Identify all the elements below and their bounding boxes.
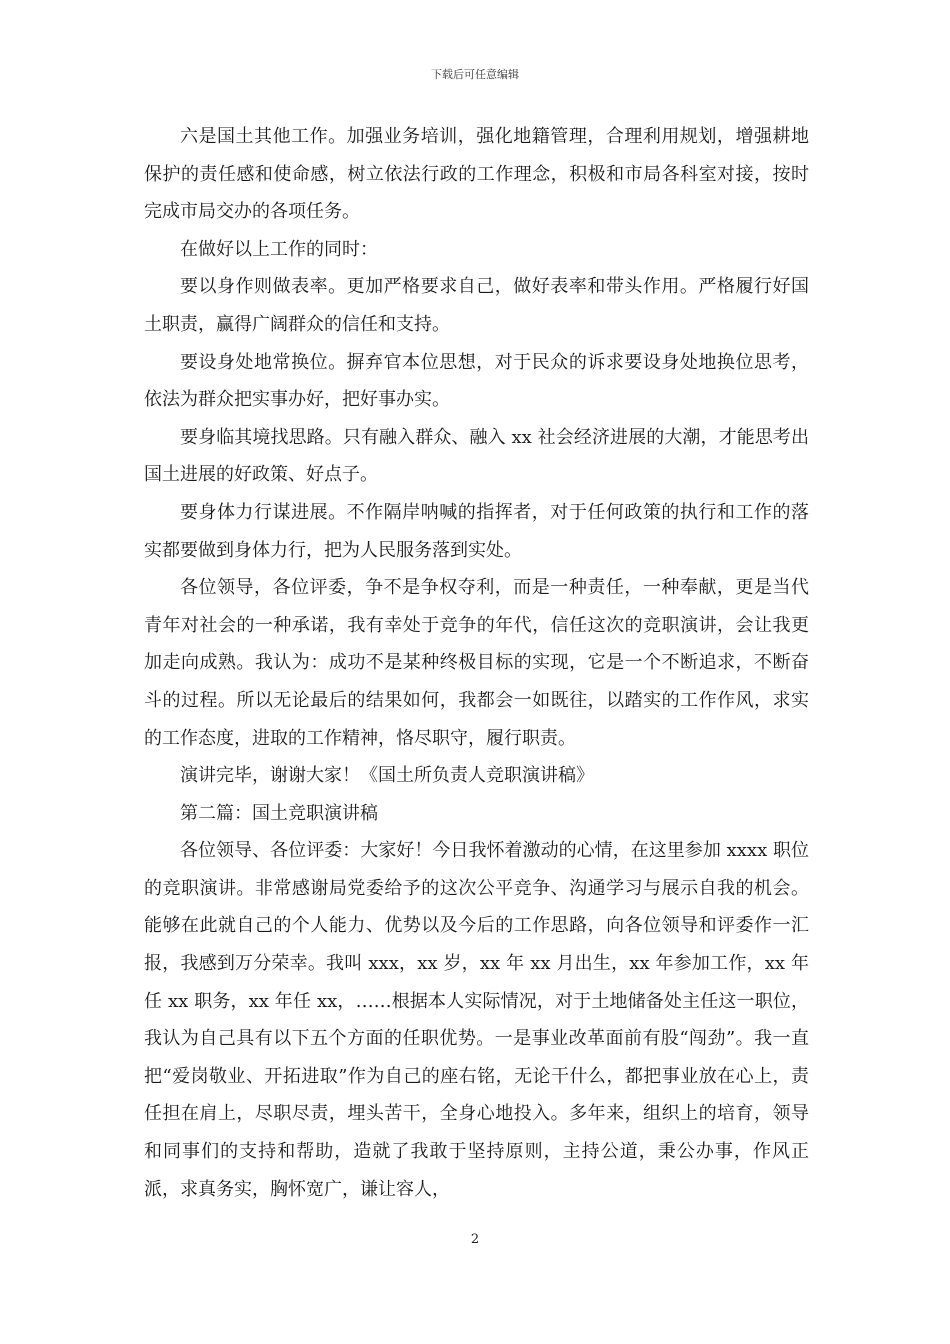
paragraph: 各位领导、各位评委：大家好！今日我怀着激动的心情，在这里参加 xxxx 职位的竞职演讲。非常感谢局党委给予的这次公平竞争、沟通学习与展示自我的机会。能够在此就自己的个人能力、优势以及今后的工作思路，向各位领导和评委作一汇报，我感到万分荣幸。我叫 xxx，xx 岁，xx 年 xx 月出生，xx 年参加工作，xx 年任 xx 职务，xx 年任 xx，……根据本人实际情况，对于土地储备处主任这一职位，我认为自己具有以下五个方面的任职优势。一是事业改革面前有股“闯劲”。我一直把“爱岗敬业、开拓进取”作为自己的座右铭，无论干什么，都把事业放在心上，责任担在肩上，尽职尽责，埋头苦干，全身心地投入。多年来，组织上的培育，领导和同事们的支持和帮助，造就了我敢于坚持原则，主持公道，秉公办事，作风正派，求真务实，胸怀宽广，谦让容人，: [144, 840, 809, 1200]
paragraph: 要身体力行谋进展。不作隔岸呐喊的指挥者，对于任何政策的执行和工作的落实都要做到身体力行，把为人民服务落到实处。: [144, 501, 809, 561]
paragraph: 六是国土其他工作。加强业务培训，强化地籍管理，合理利用规划，增强耕地保护的责任感和使命感，树立依法行政的工作理念，积极和市局各科室对接，按时完成市局交办的各项任务。: [144, 126, 809, 223]
section-heading: 第二篇：国土竞职演讲稿: [180, 802, 378, 824]
page-header: 下载后可任意编辑: [431, 68, 519, 81]
paragraph: 要身临其境找思路。只有融入群众、融入 xx 社会经济进展的大潮，才能思考出国土进展的好政策、好点子。: [144, 426, 809, 486]
document-body: [144, 118, 809, 1208]
paragraph: 在做好以上工作的同时：: [180, 238, 378, 260]
paragraph: 要设身处地常换位。摒弃官本位思想，对于民众的诉求要设身处地换位思考，依法为群众把实事办好，把好事办实。: [144, 351, 809, 411]
paragraph: 各位领导，各位评委，争不是争权夺利，而是一种责任，一种奉献，更是当代青年对社会的一种承诺，我有幸处于竞争的年代，信任这次的竞职演讲，会让我更加走向成熟。我认为：成功不是某种终极目标的实现，它是一个不断追求，不断奋斗的过程。所以无论最后的结果如何，我都会一如既往，以踏实的工作作风，求实的工作态度，进取的工作精神，恪尽职守，履行职责。: [144, 577, 809, 749]
page-number: 2: [470, 1232, 480, 1247]
paragraph: 要以身作则做表率。更加严格要求自己，做好表率和带头作用。严格履行好国土职责，赢得广阔群众的信任和支持。: [144, 276, 809, 335]
paragraph: 演讲完毕，谢谢大家！《国土所负责人竞职演讲稿》: [180, 765, 594, 787]
